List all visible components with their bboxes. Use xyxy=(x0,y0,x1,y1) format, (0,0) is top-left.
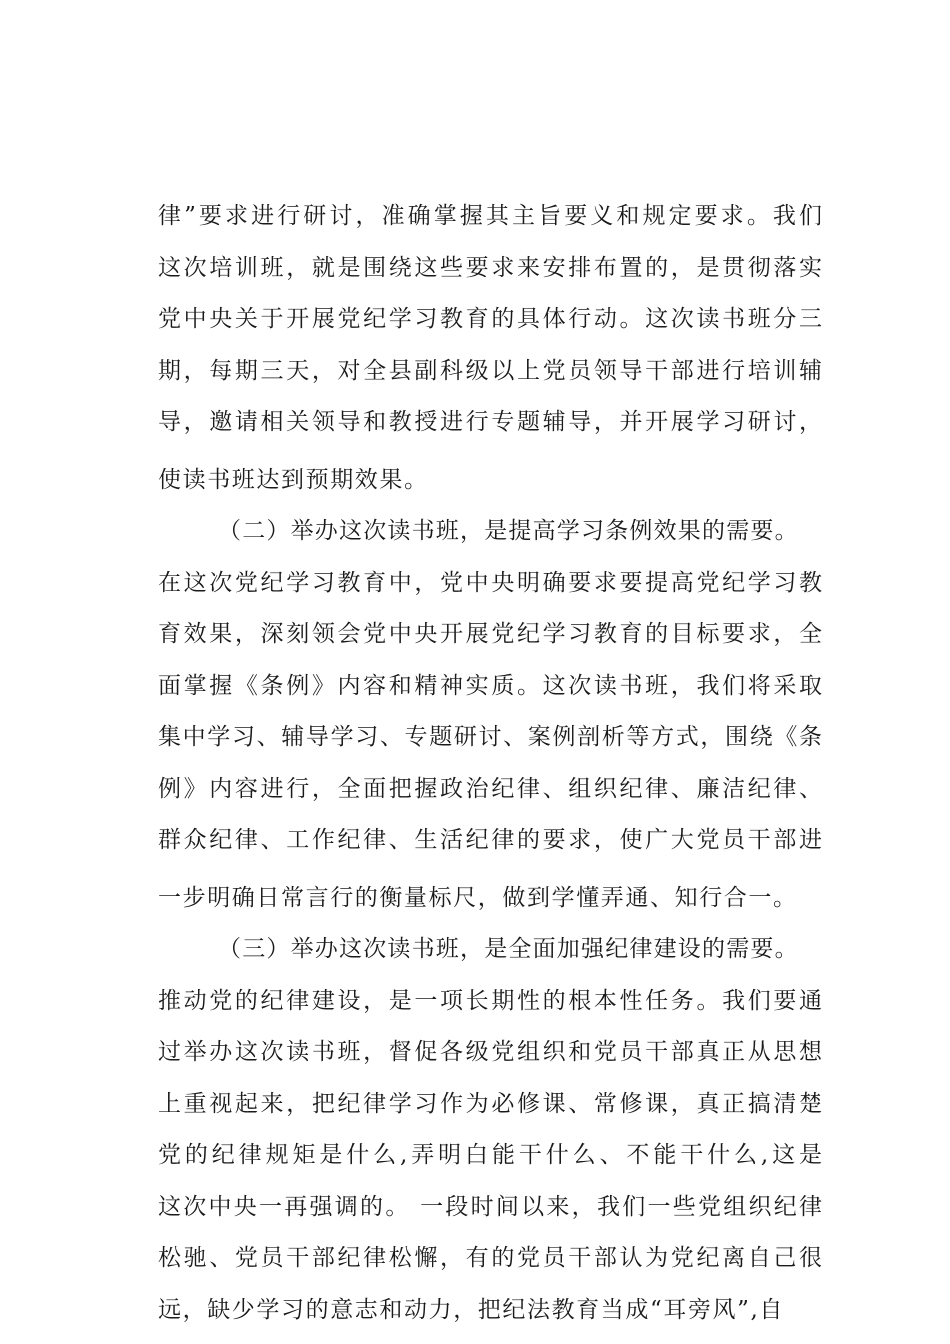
section-heading: （二）举办这次读书班，是提高学习条例效果的需要。 xyxy=(218,518,799,544)
text-line: 松驰、党员干部纪律松懈，有的党员干部认为党纪离自己很 xyxy=(158,1245,822,1271)
section-heading: （三）举办这次读书班，是全面加强纪律建设的需要。 xyxy=(218,936,799,962)
text-line: 推动党的纪律建设，是一项长期性的根本性任务。我们要通 xyxy=(158,988,822,1014)
text-line: 育效果，深刻领会党中央开展党纪学习教育的目标要求，全 xyxy=(158,621,822,647)
text-line: 例》内容进行，全面把握政治纪律、组织纪律、廉洁纪律、 xyxy=(158,776,822,802)
text-line: 面掌握《条例》内容和精神实质。这次读书班，我们将采取 xyxy=(158,673,822,699)
text-line: 一步明确日常言行的衡量标尺，做到学懂弄通、知行合一。 xyxy=(158,885,798,911)
text-line: 使读书班达到预期效果。 xyxy=(158,467,429,493)
text-line: 导，邀请相关领导和教授进行专题辅导，并开展学习研讨， xyxy=(158,409,822,435)
text-line: 在这次党纪学习教育中，党中央明确要求要提高党纪学习教 xyxy=(158,570,822,596)
text-line: 期，每期三天，对全县副科级以上党员领导干部进行培训辅 xyxy=(158,358,822,384)
text-line: 集中学习、辅导学习、专题研讨、案例剖析等方式，围绕《条 xyxy=(158,724,822,750)
text-line: 这次中央一再强调的。 一段时间以来，我们一些党组织纪律 xyxy=(158,1194,822,1220)
text-line: 这次培训班，就是围绕这些要求来安排布置的，是贯彻落实 xyxy=(158,255,822,281)
text-line: 党中央关于开展党纪学习教育的具体行动。这次读书班分三 xyxy=(158,306,822,332)
text-line: 律”要求进行研讨，准确掌握其主旨要义和规定要求。我们 xyxy=(158,203,822,229)
text-line: 群众纪律、工作纪律、生活纪律的要求，使广大党员干部进 xyxy=(158,827,822,853)
text-line: 过举办这次读书班，督促各级党组织和党员干部真正从思想 xyxy=(158,1039,822,1065)
text-line: 党的纪律规矩是什么,弄明白能干什么、不能干什么,这是 xyxy=(158,1142,822,1168)
text-line: 远，缺少学习的意志和动力，把纪法教育当成“耳旁风”,自 xyxy=(158,1297,785,1323)
text-line: 上重视起来，把纪律学习作为必修课、常修课，真正搞清楚 xyxy=(158,1091,822,1117)
